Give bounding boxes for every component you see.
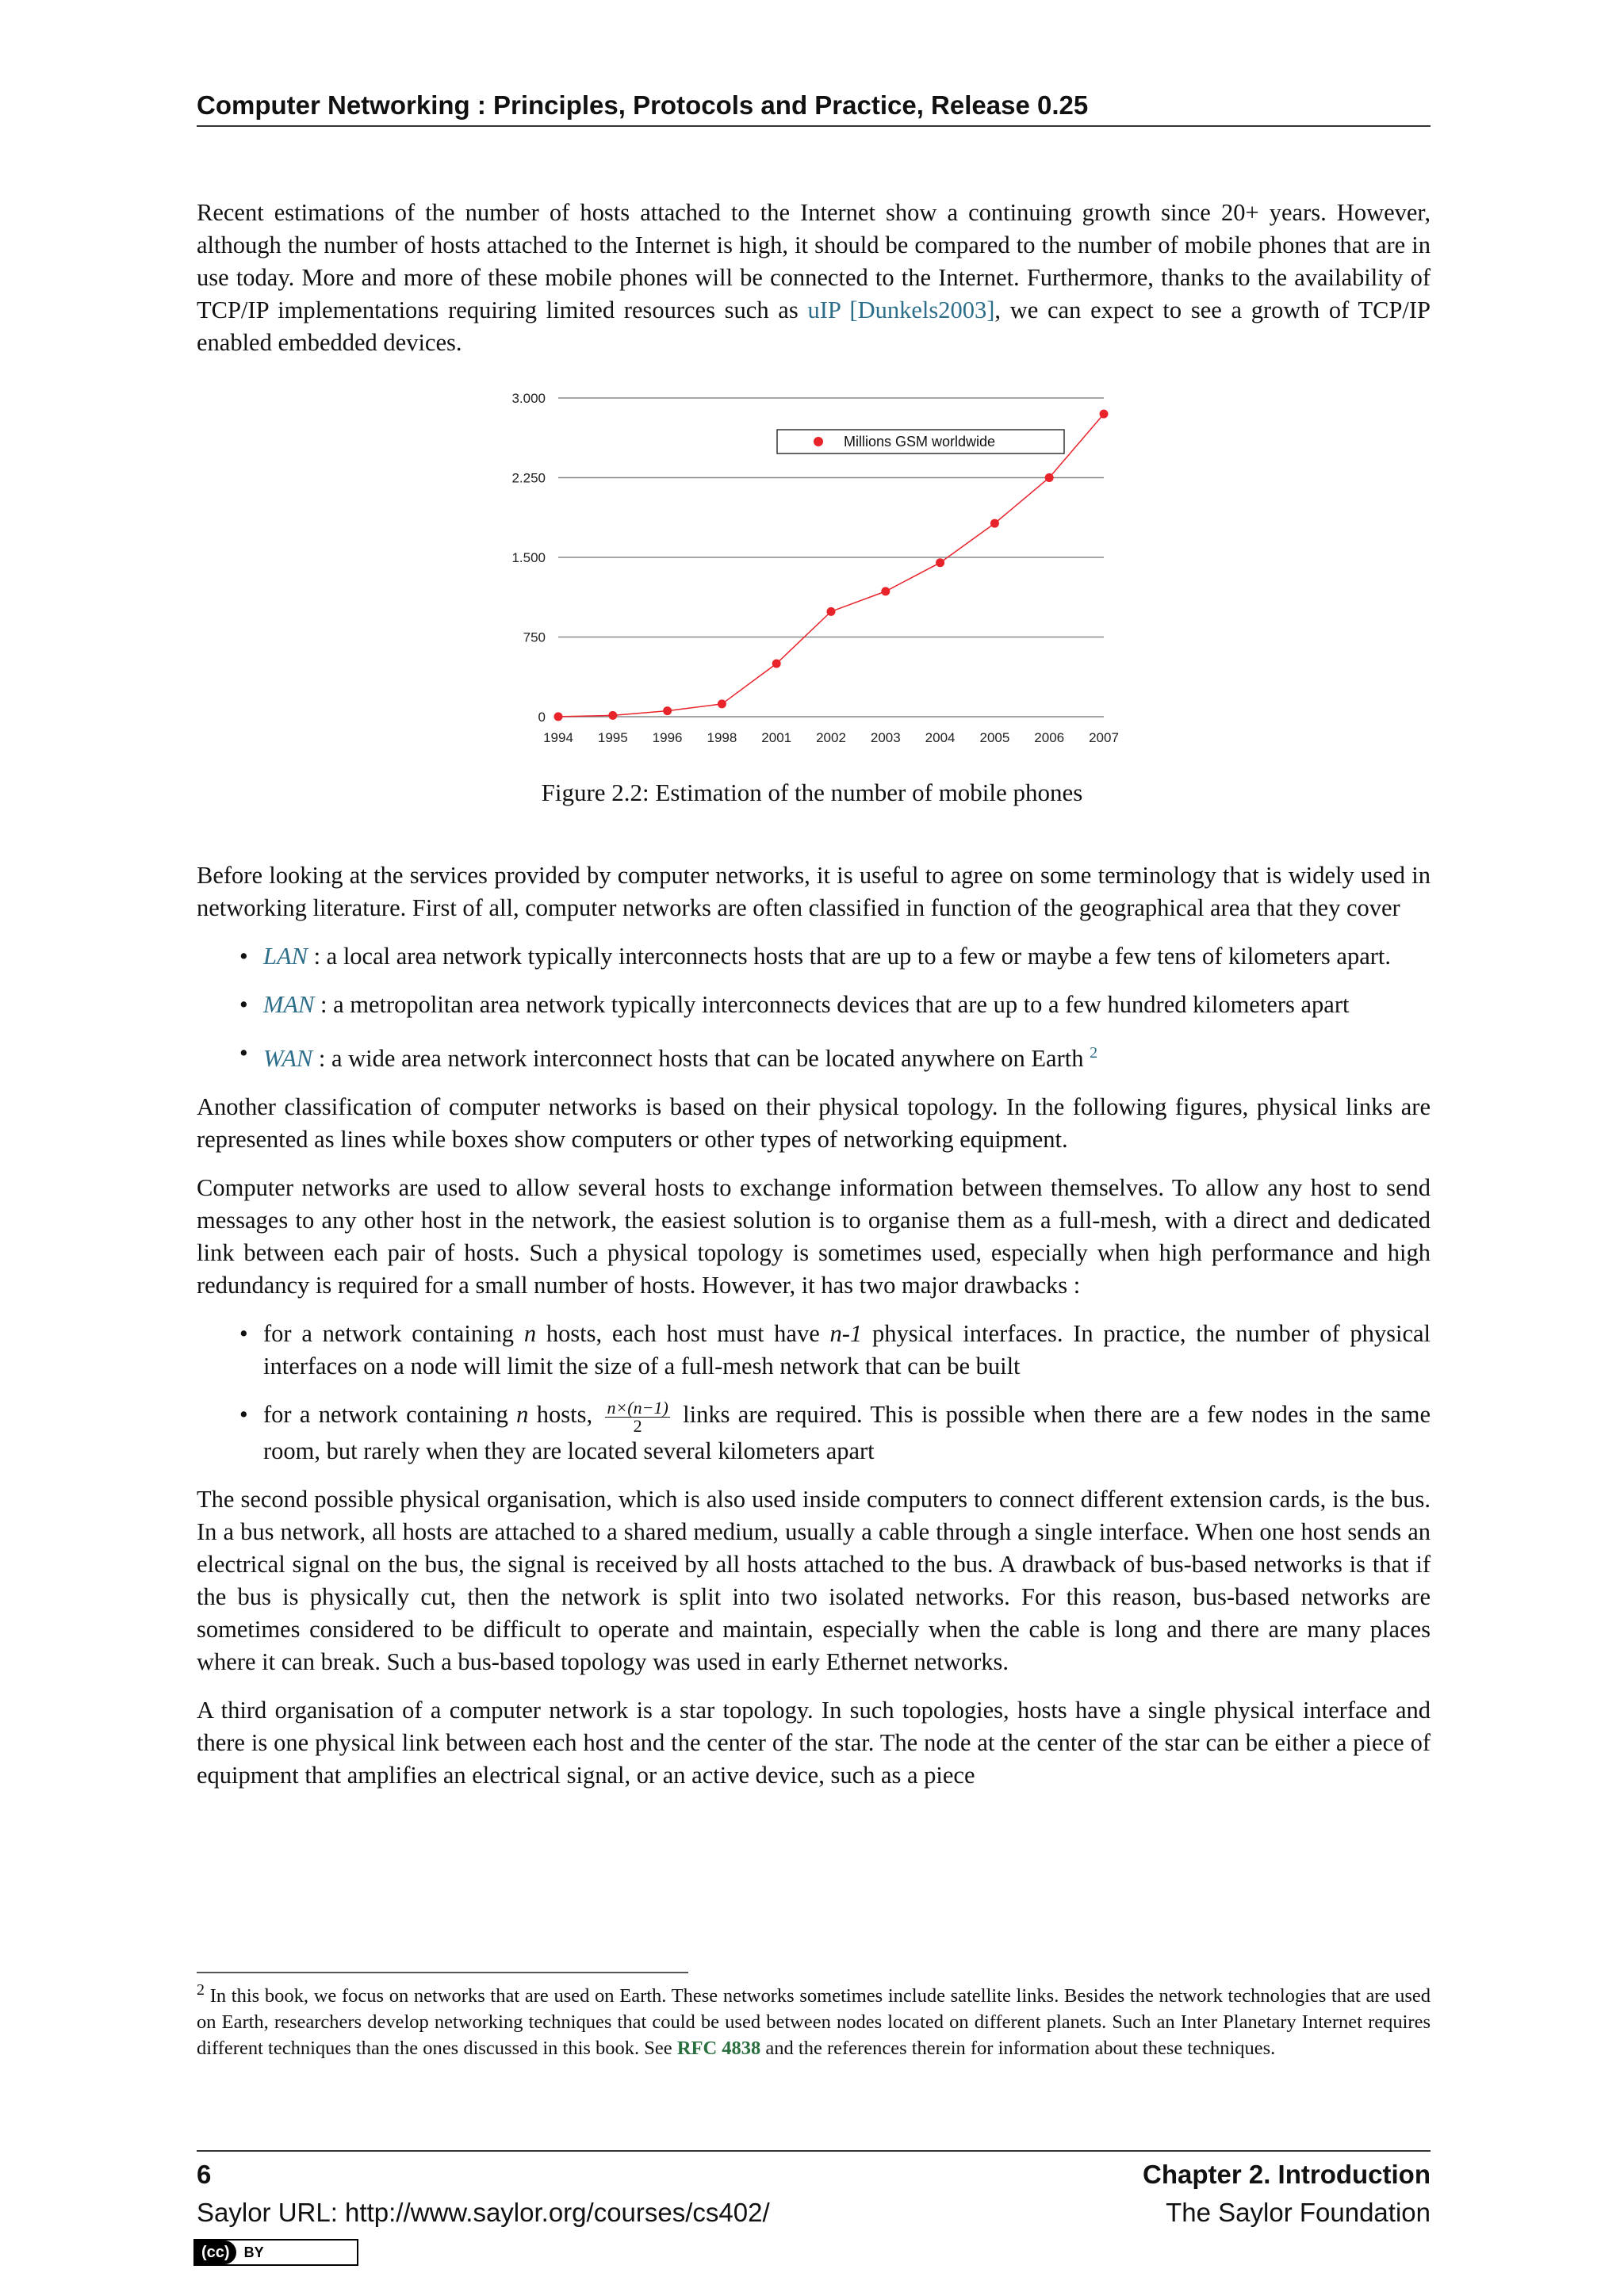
series-line xyxy=(558,414,1104,717)
y-tick-label: 1.500 xyxy=(511,550,546,565)
x-tick-label: 2004 xyxy=(925,730,956,745)
y-tick-label: 3.000 xyxy=(511,391,546,406)
rfc-4838-link[interactable]: RFC 4838 xyxy=(676,2038,761,2060)
network-types-list xyxy=(197,940,1431,1075)
publisher-name: The Saylor Foundation xyxy=(1166,2198,1431,2227)
x-tick-label: 2003 xyxy=(870,730,901,745)
list-item: • MAN : a metropolitan area network typically interconnects devices that are up to a few hundred kilometers apart xyxy=(263,989,1431,1021)
data-point xyxy=(990,519,999,528)
x-tick-label: 1994 xyxy=(543,730,573,745)
full-mesh-paragraph: Computer networks are used to allow several hosts to exchange information between themselves. To allow any host to send messages to any other host in the network, the easiest solution is to organise them as a full-mesh, with a direct and dedicated link between each pair of hosts. Such a physical topology is sometimes used, especially when high performance and high redundancy is required for a small number of hosts. However, it has two major drawbacks : xyxy=(197,1174,1431,1299)
cc-license-badge xyxy=(193,2239,358,2266)
x-tick-label: 1998 xyxy=(707,730,737,745)
data-point xyxy=(663,706,672,715)
drawbacks-list xyxy=(197,1318,1431,1468)
y-tick-label: 0 xyxy=(538,710,546,725)
topology-paragraph: Another classification of computer networks is based on their physical topology. In the following figures, physical links are represented as lines while boxes show computers or other types of networking equipment. xyxy=(197,1093,1431,1154)
footnote-2-ref[interactable]: 2 xyxy=(1090,1044,1098,1062)
running-header: Computer Networking : Principles, Protocols and Practice, Release 0.25 xyxy=(197,90,1431,127)
page-number: 6 xyxy=(197,2160,212,2189)
footnote-divider xyxy=(197,1972,688,1973)
data-point xyxy=(772,660,781,668)
list-item: • for a network containing n hosts, $\frac{n\times(n-1)}{2}$ links are required. This is possible when there are a few nodes in the same room, but rarely when they are located several kilometers apart xyxy=(263,1399,1431,1468)
figure-caption: Figure 2.2: Estimation of the number of mobile phones xyxy=(541,779,1083,806)
x-tick-label: 2002 xyxy=(816,730,846,745)
footnote-2: $^2$ In this book, we focus on networks that are used on Earth. These networks sometimes include satellite links. Besides the network technologies that are used on Earth, researchers develop networking techniques that could be used between nodes located on different planets. Such an Inter Planetary Internet requires different techniques than the ones discussed in this book. See RFC 4838 and the references therein for information about these techniques. xyxy=(197,1981,1431,2060)
dunkels2003-citation-link[interactable]: [Dunkels2003] xyxy=(849,297,995,323)
legend-marker xyxy=(814,437,823,446)
list-item: • LAN : a local area network typically interconnects hosts that are up to a few or maybe a few tens of kilometers apart. xyxy=(263,940,1431,973)
data-point xyxy=(608,711,617,720)
cc-icon: (cc) xyxy=(195,2241,236,2264)
by-icon: BY xyxy=(243,2244,264,2260)
star-paragraph: A third organisation of a computer network is a star topology. In such topologies, hosts have a single physical interface and there is one physical link between each host and the center of the star. The node at the center of the star can be either a piece of equipment that amplifies an electrical signal, or an active device, such as a piece xyxy=(197,1696,1431,1789)
bus-paragraph: The second possible physical organisation, which is also used inside computers to connect different extension cards, is the bus. In a bus network, all hosts are attached to a shared medium, usually a cable through a single interface. When one host sends an electrical signal on the bus, the signal is received by all hosts attached to the bus. A drawback of bus-based networks is that if the bus is physically cut, then the network is split into two isolated networks. For this reason, bus-based networks are sometimes considered to be difficult to operate and maintain, especially when the cable is long and there are many places where it can break. Such a bus-based topology was used in early Ethernet networks. xyxy=(197,1485,1431,1675)
x-tick-label: 2005 xyxy=(979,730,1010,745)
list-item: • WAN : a wide area network interconnect hosts that can be located anywhere on Earth $^2$ xyxy=(263,1037,1431,1075)
data-point xyxy=(881,587,890,595)
x-tick-label: 1995 xyxy=(597,730,628,745)
saylor-url: Saylor URL: http://www.saylor.org/courses/cs402/ xyxy=(197,2198,770,2227)
data-point xyxy=(1100,410,1109,419)
man-link[interactable]: MAN xyxy=(263,991,315,1018)
data-point xyxy=(1045,473,1054,482)
mobile-phones-chart xyxy=(508,384,1142,756)
data-point xyxy=(936,558,944,567)
wan-link[interactable]: WAN xyxy=(263,1045,313,1073)
x-tick-label: 2006 xyxy=(1034,730,1065,745)
x-tick-label: 2001 xyxy=(761,730,792,745)
uip-link[interactable]: uIP xyxy=(807,297,841,323)
main-body xyxy=(197,859,1431,1792)
chapter-title: Chapter 2. Introduction xyxy=(1143,2160,1431,2189)
intro-paragraph: Recent estimations of the number of hosts attached to the Internet show a continuing growth since 20+ years. However, although the number of hosts attached to the Internet is high, it should be compared to the number of mobile phones that are in use today. More and more of these mobile phones will be connected to the Internet. Furthermore, thanks to the availability of TCP/IP implementations requiring limited resources such as uIP [Dunkels2003], we can expect to see a growth of TCP/IP enabled embedded devices. xyxy=(197,199,1431,356)
y-tick-label: 2.250 xyxy=(511,470,546,486)
data-point xyxy=(554,712,563,721)
legend-label: Millions GSM worldwide xyxy=(844,434,996,450)
footer-divider xyxy=(197,2150,1431,2152)
x-tick-label: 2007 xyxy=(1089,730,1119,745)
list-item: • for a network containing n hosts, each host must have n-1 physical interfaces. In practice, the number of physical interfaces on a node will limit the size of a full-mesh network that can be built xyxy=(263,1318,1431,1383)
terminology-paragraph: Before looking at the services provided by computer networks, it is useful to agree on some terminology that is widely used in networking literature. First of all, computer networks are often classified in function of the geographical area that they cover xyxy=(197,862,1431,921)
data-point xyxy=(718,699,726,708)
data-point xyxy=(827,607,836,616)
x-tick-label: 1996 xyxy=(652,730,683,745)
y-tick-label: 750 xyxy=(523,629,546,645)
lan-link[interactable]: LAN xyxy=(263,943,308,970)
links-formula: $\frac{n\times(n-1)}{2}$ xyxy=(607,1397,668,1436)
